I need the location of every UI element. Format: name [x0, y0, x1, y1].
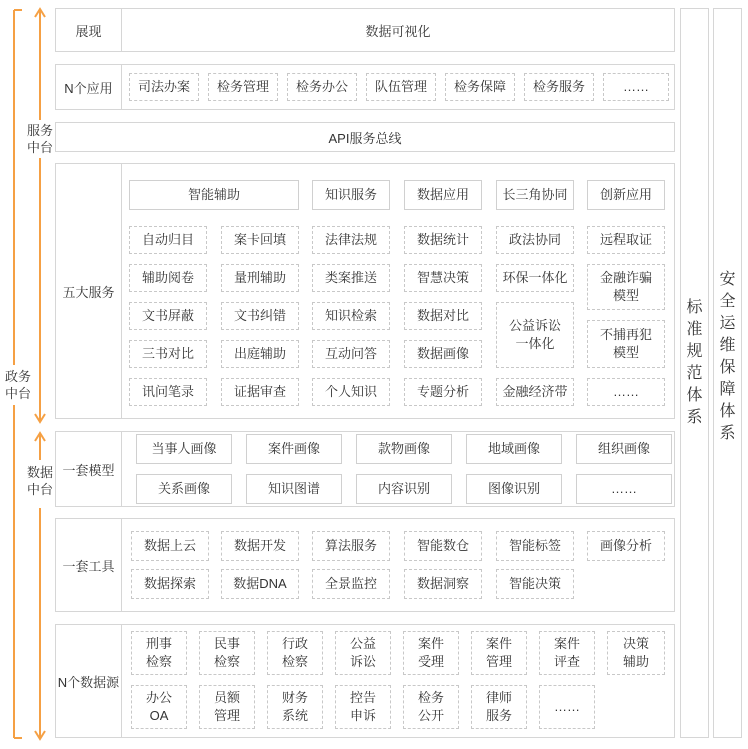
tool-item: 智能标签	[496, 531, 574, 561]
app-item: 检务管理	[208, 73, 278, 101]
service-item: 智慧决策	[404, 264, 482, 292]
model-item: 地域画像	[466, 434, 562, 464]
tools-label: 一套工具	[56, 519, 122, 611]
service-item: 数据画像	[404, 340, 482, 368]
service-item: 案卡回填	[221, 226, 299, 254]
show-label: 展现	[56, 9, 122, 51]
tool-item: 数据探索	[131, 569, 209, 599]
service-item: 证据审查	[221, 378, 299, 406]
source-item: 员额 管理	[199, 685, 255, 729]
apps-label: N个应用	[56, 65, 122, 109]
app-item: ……	[603, 73, 669, 101]
model-item: 组织画像	[576, 434, 672, 464]
source-item: 案件 管理	[471, 631, 527, 675]
source-item: 民事 检察	[199, 631, 255, 675]
tool-item: 智能决策	[496, 569, 574, 599]
app-item: 检务办公	[287, 73, 357, 101]
service-item: ……	[587, 378, 665, 406]
source-item: 行政 检察	[267, 631, 323, 675]
service-header: 数据应用	[404, 180, 482, 210]
tool-item: 数据上云	[131, 531, 209, 561]
model-item: 当事人画像	[136, 434, 232, 464]
service-item: 互动问答	[312, 340, 390, 368]
app-item: 司法办案	[129, 73, 199, 101]
sources-layer	[55, 624, 675, 738]
service-item: 讯问笔录	[129, 378, 207, 406]
model-item: 关系画像	[136, 474, 232, 504]
model-item: 案件画像	[246, 434, 342, 464]
models-layer	[55, 431, 675, 507]
service-item: 金融经济带	[496, 378, 574, 406]
service-item: 量刑辅助	[221, 264, 299, 292]
service-item: 法律法规	[312, 226, 390, 254]
tool-item: 数据DNA	[221, 569, 299, 599]
service-item: 文书纠错	[221, 302, 299, 330]
tools-layer	[55, 518, 675, 612]
data-visualization: 数据可视化	[365, 23, 431, 39]
source-item: 刑事 检察	[131, 631, 187, 675]
five-services-label: 五大服务	[56, 164, 122, 418]
api-bus	[55, 122, 675, 152]
service-item: 公益诉讼 一体化	[496, 302, 574, 368]
service-item: 辅助阅卷	[129, 264, 207, 292]
service-platform-label: 服务 中台	[26, 123, 53, 155]
tool-item: 数据洞察	[404, 569, 482, 599]
show-layer	[55, 8, 675, 52]
source-item: 办公 OA	[131, 685, 187, 729]
service-header: 智能辅助	[129, 180, 299, 210]
five-services-layer	[55, 163, 675, 419]
service-item: 三书对比	[129, 340, 207, 368]
source-item: 律师 服务	[471, 685, 527, 729]
standards-column	[680, 8, 709, 738]
apps-layer	[55, 64, 675, 110]
tool-item: 画像分析	[587, 531, 665, 561]
service-item: 政法协同	[496, 226, 574, 254]
service-item: 数据统计	[404, 226, 482, 254]
model-item: 款物画像	[356, 434, 452, 464]
standards-label: 标准规范体系	[686, 299, 703, 426]
app-item: 检务服务	[524, 73, 594, 101]
sources-label: N个数据源	[56, 625, 122, 737]
security-label: 安全运维保障体系	[719, 271, 736, 442]
model-item: 图像识别	[466, 474, 562, 504]
source-item: 财务 系统	[267, 685, 323, 729]
data-platform-label: 数据 中台	[26, 465, 53, 497]
tool-item: 智能数仓	[404, 531, 482, 561]
model-item: 内容识别	[356, 474, 452, 504]
service-item: 出庭辅助	[221, 340, 299, 368]
service-item: 远程取证	[587, 226, 665, 254]
source-item: 案件 评查	[539, 631, 595, 675]
tool-item: 算法服务	[312, 531, 390, 561]
service-header: 长三角协同	[496, 180, 574, 210]
source-item: 控告 申诉	[335, 685, 391, 729]
service-item: 类案推送	[312, 264, 390, 292]
model-item: 知识图谱	[246, 474, 342, 504]
service-item: 个人知识	[312, 378, 390, 406]
tool-item: 全景监控	[312, 569, 390, 599]
model-item: ……	[576, 474, 672, 504]
service-item: 金融诈骗 模型	[587, 264, 665, 310]
app-item: 队伍管理	[366, 73, 436, 101]
source-item: 检务 公开	[403, 685, 459, 729]
service-item: 自动归目	[129, 226, 207, 254]
service-header: 知识服务	[312, 180, 390, 210]
service-item: 知识检索	[312, 302, 390, 330]
api-bus-label: API服务总线	[328, 130, 402, 146]
app-item: 检务保障	[445, 73, 515, 101]
source-item: 决策 辅助	[607, 631, 665, 675]
service-item: 环保一体化	[496, 264, 574, 292]
source-item: 公益 诉讼	[335, 631, 391, 675]
security-column	[713, 8, 742, 738]
tool-item: 数据开发	[221, 531, 299, 561]
service-item: 专题分析	[404, 378, 482, 406]
source-item: 案件 受理	[403, 631, 459, 675]
service-item: 不捕再犯 模型	[587, 320, 665, 368]
service-item: 数据对比	[404, 302, 482, 330]
models-label: 一套模型	[56, 432, 122, 506]
source-item: ……	[539, 685, 595, 729]
service-item: 文书屏蔽	[129, 302, 207, 330]
gov-platform-label: 政务 中台	[4, 369, 31, 401]
service-header: 创新应用	[587, 180, 665, 210]
